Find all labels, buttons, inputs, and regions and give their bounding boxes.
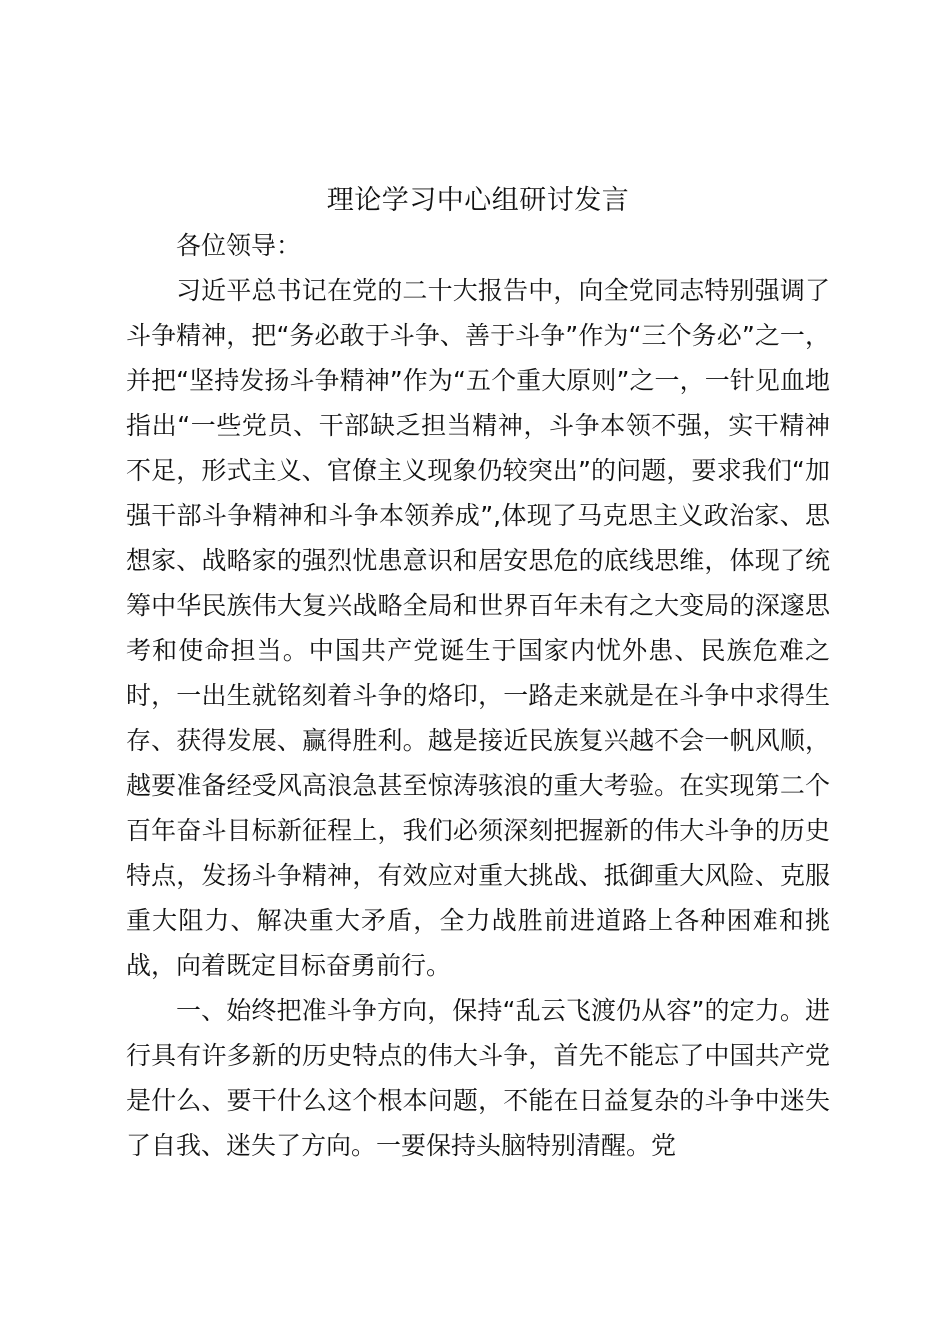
document-title: 理论学习中心组研讨发言 [326, 185, 630, 216]
body-paragraph-2: 一、始终把准斗争方向，保持“乱云飞渡仍从容”的定力。进行具有许多新的历史特点的伟大斗争，首先不能忘了中国共产党是什么、要干什么这个根本问题，不能在日益复杂的斗争中迷失了自我、迷失了方向。一要保持头脑特别清醒。党 [126, 996, 830, 1160]
salutation: 各位领导： [176, 231, 302, 260]
document-content [126, 178, 830, 1168]
body-paragraph-1: 习近平总书记在党的二十大报告中，向全党同志特别强调了斗争精神，把“务必敢于斗争、善于斗争”作为“三个务必”之一，并把“坚持发扬斗争精神”作为“五个重大原则”之一，一针见血地指出“一些党员、干部缺乏担当精神，斗争本领不强，实干精神不足，形式主义、官僚主义现象仍较突出”的问题，要求我们“加强干部斗争精神和斗争本领养成”,体现了马克思主义政治家、思想家、战略家的强烈忧患意识和居安思危的底线思维，体现了统筹中华民族伟大复兴战略全局和世界百年未有之大变局的深邃思考和使命担当。中国共产党诞生于国家内忧外患、民族危难之时，一出生就铭刻着斗争的烙印，一路走来就是在斗争中求得生存、获得发展、赢得胜利。越是接近民族复兴越不会一帆风顺，越要准备经受风高浪急甚至惊涛骇浪的重大考验。在实现第二个百年奋斗目标新征程上，我们必须深刻把握新的伟大斗争的历史特点，发扬斗争精神，有效应对重大挑战、抵御重大风险、克服重大阻力、解决重大矛盾，全力战胜前进道路上各种困难和挑战，向着既定目标奋勇前行。 [126, 276, 830, 980]
